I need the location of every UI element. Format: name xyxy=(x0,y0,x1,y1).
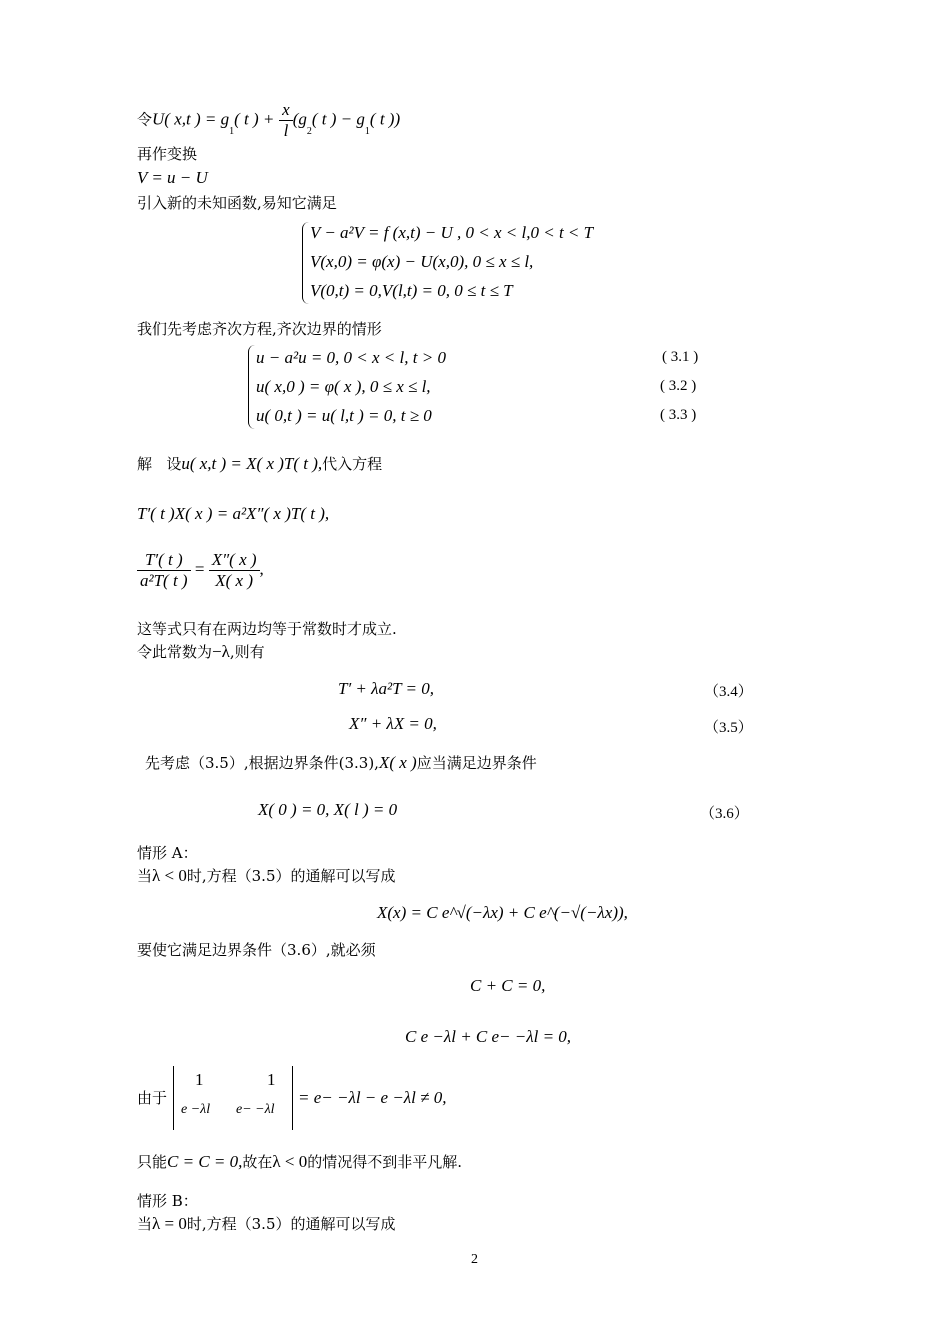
ratio-left-den: a²T( t ) xyxy=(140,571,188,590)
eq-number-3-6: （3.6） xyxy=(700,806,749,822)
equation-t-x: T′( t )X( x ) = a²X″( x )T( t ), xyxy=(137,504,330,523)
consider-x: X( x ) xyxy=(378,753,417,772)
ratio-right-den: X( x ) xyxy=(215,571,253,590)
case-b-when: 当 xyxy=(137,1215,153,1233)
only-condition: λ < 0 xyxy=(272,1152,308,1171)
eq-number-3-5: （3.5） xyxy=(704,720,753,736)
u-def-expr: U( x,t ) = g xyxy=(152,109,230,129)
det-entry-11: 1 xyxy=(195,1070,204,1089)
u-def-tail2: ( t ) − g xyxy=(311,109,365,129)
ratio-equation xyxy=(137,550,264,591)
case-b-condition: λ = 0 xyxy=(152,1214,187,1233)
case-b-tail: 时,方程（3.5）的通解可以写成 xyxy=(186,1215,396,1233)
u-def-sub2: 2 xyxy=(306,125,312,137)
let-constant-value: −λ xyxy=(212,642,230,661)
determinant-value: = e− −λl − e −λl ≠ 0, xyxy=(298,1088,447,1107)
case-b-condition-line xyxy=(137,1214,395,1234)
intro-new-function: 引入新的未知函数,易知它满足 xyxy=(137,194,337,212)
u-definition-line xyxy=(137,100,400,141)
let-constant-text: 令此常数为 xyxy=(137,643,213,661)
solution-label: 解 xyxy=(137,455,153,473)
case-a-tail: 时,方程（3.5）的通解可以写成 xyxy=(186,867,396,885)
case-a-condition-line xyxy=(137,866,395,886)
general-solution-a: X(x) = C e^√(−λx) + C e^(−√(−λx)), xyxy=(377,903,628,922)
constant-exp-equation: C e −λl + C e− −λl = 0, xyxy=(405,1027,572,1046)
det-entry-21: e −λl xyxy=(181,1102,211,1117)
u-frac-num: x xyxy=(279,100,293,121)
ratio-equals: = xyxy=(194,559,205,579)
case-a-heading: 情形 A： xyxy=(137,844,198,862)
consider-tail: 应当满足边界条件 xyxy=(416,754,537,772)
v-definition: V = u − U xyxy=(137,168,208,187)
solution-text: 设 xyxy=(166,455,182,473)
let-constant-tail: ,则有 xyxy=(229,643,265,661)
eq-number-3-2: ( 3.2 ) xyxy=(660,378,697,394)
ratio-left-num: T′( t ) xyxy=(137,550,191,571)
boundary-condition-3-6: X( 0 ) = 0, X( l ) = 0 xyxy=(258,800,398,819)
system-u-brace xyxy=(248,345,255,429)
u-def-tail: (g xyxy=(292,109,307,129)
system-v-line2: V(x,0) = φ(x) − U(x,0), 0 ≤ x ≤ l, xyxy=(310,252,534,271)
u-def-mid: ( t ) + xyxy=(234,109,275,129)
u-frac-den: l xyxy=(283,121,289,140)
let-prefix: 令 xyxy=(137,110,153,129)
u-def-fraction xyxy=(279,100,293,141)
u-def-tail3: ( t )) xyxy=(369,109,401,129)
u-def-sub1: 1 xyxy=(229,125,235,137)
case-a-when: 当 xyxy=(137,867,153,885)
system-v-brace xyxy=(302,222,309,304)
system-v-line3: V(0,t) = 0,V(l,t) = 0, 0 ≤ t ≤ T xyxy=(310,281,513,300)
eq-number-3-3: ( 3.3 ) xyxy=(660,407,697,423)
ratio-left-fraction xyxy=(137,550,191,591)
let-constant-line xyxy=(137,642,265,662)
u-def-sub1b: 1 xyxy=(364,125,370,137)
constant-sum-equation: C + C = 0, xyxy=(470,976,546,995)
equation-3-4: T′ + λa²T = 0, xyxy=(338,679,434,698)
case-a-condition: λ < 0 xyxy=(152,866,187,885)
separation-ansatz: u( x,t ) = X( x )T( t ), xyxy=(181,454,323,473)
transform-text: 再作变换 xyxy=(137,145,198,163)
consider-line xyxy=(145,753,537,773)
only-end: 的情况得不到非平凡解. xyxy=(307,1153,463,1171)
det-entry-12: 1 xyxy=(267,1070,276,1089)
eq-number-3-4: （3.4） xyxy=(704,684,753,700)
page-number: 2 xyxy=(471,1252,478,1267)
case-b-heading: 情形 B： xyxy=(137,1192,198,1210)
since-text: 由于 xyxy=(137,1089,168,1107)
satisfy-text: 要使它满足边界条件（3.6）,就必须 xyxy=(137,941,376,959)
solution-tail: 代入方程 xyxy=(322,455,383,473)
only-trivial-line xyxy=(137,1152,462,1172)
det-entry-22: e− −λl xyxy=(236,1102,275,1117)
eq-number-3-1: ( 3.1 ) xyxy=(662,349,699,365)
system-u-line1: u − a²u = 0, 0 < x < l, t > 0 xyxy=(256,348,446,367)
ratio-right-num: X″( x ) xyxy=(209,550,260,571)
ratio-right-fraction xyxy=(209,550,260,591)
only-tail: 故在 xyxy=(242,1153,273,1171)
constant-condition-text: 这等式只有在两边均等于常数时才成立. xyxy=(137,620,397,638)
solution-line xyxy=(137,454,382,474)
only-text: 只能 xyxy=(137,1153,168,1171)
system-u-line2: u( x,0 ) = φ( x ), 0 ≤ x ≤ l, xyxy=(256,377,431,396)
system-u-line3: u( 0,t ) = u( l,t ) = 0, t ≥ 0 xyxy=(256,406,432,425)
determinant xyxy=(173,1066,293,1130)
only-equation: C = C = 0, xyxy=(167,1152,243,1171)
homogeneous-case-text: 我们先考虑齐次方程,齐次边界的情形 xyxy=(137,320,382,338)
system-v-line1: V − a²V = f (x,t) − U , 0 < x < l,0 < t < T xyxy=(310,223,594,242)
equation-3-5: X″ + λX = 0, xyxy=(349,714,437,733)
ratio-comma: , xyxy=(259,559,264,579)
consider-text: 先考虑（3.5）,根据边界条件(3.3), xyxy=(145,754,379,772)
